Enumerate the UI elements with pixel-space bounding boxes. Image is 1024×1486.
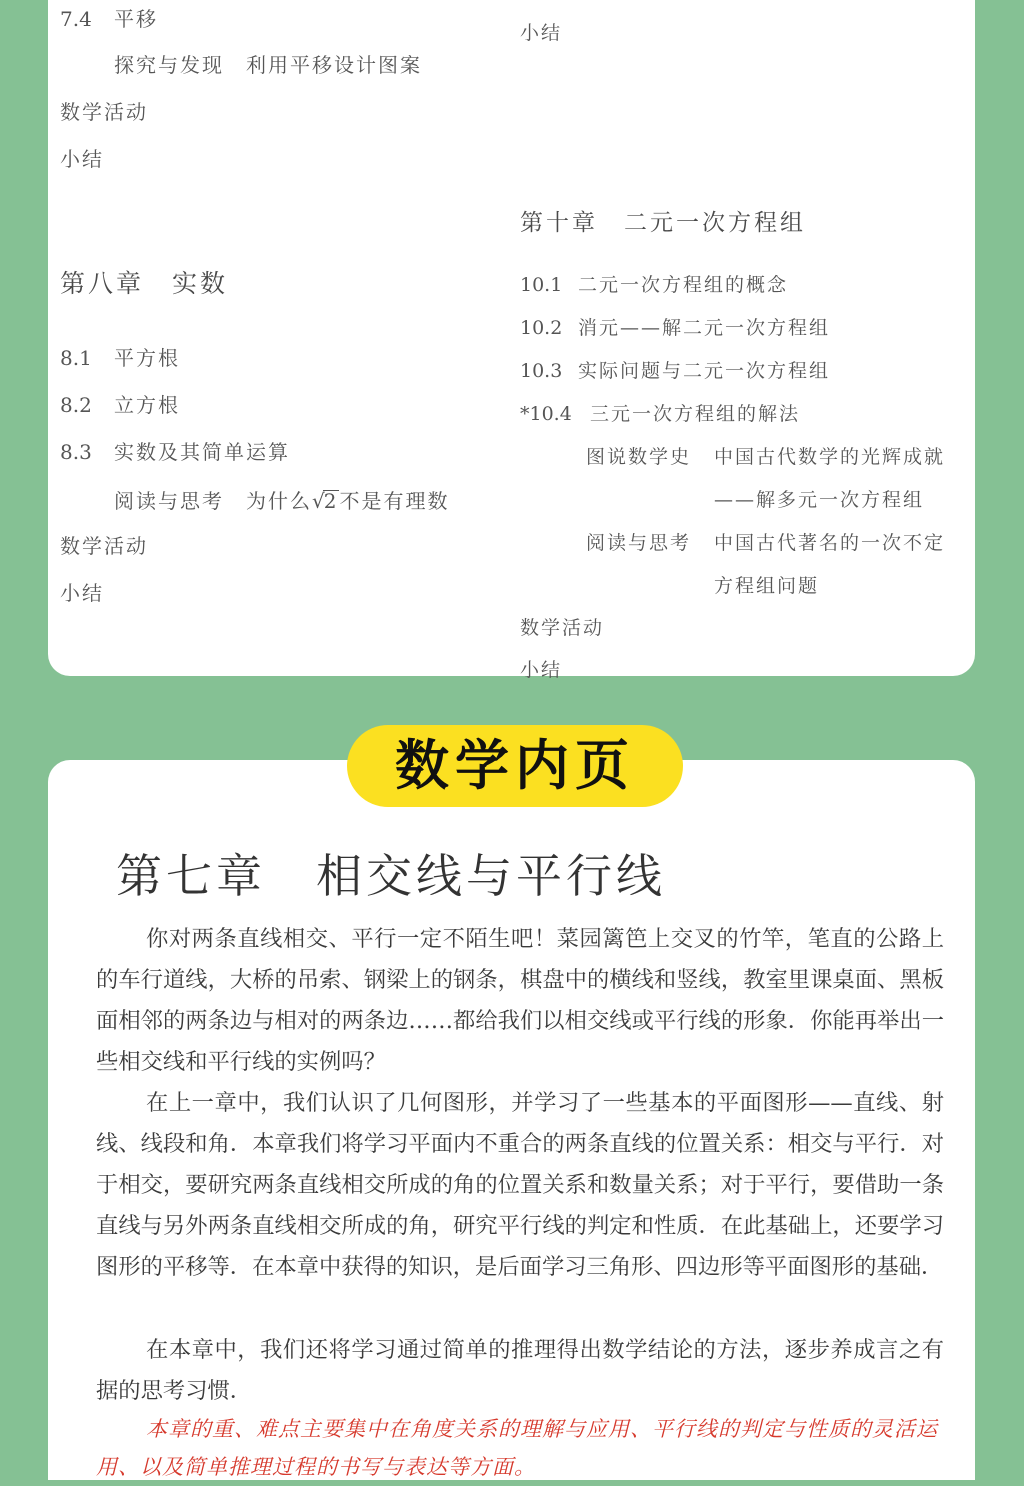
toc-item-8-1 [60,342,180,371]
toc-chapter-8-title: 第八章 实数 [60,269,229,298]
toc-history-label: 图说数学史 [586,446,692,468]
toc-history-line2: ——解多元一次方程组 [714,489,925,511]
toc-item-10-1 [520,270,788,297]
toc-subitem-sqrt2 [114,485,449,514]
toc-item-10-4 [520,399,800,426]
intro-paragraph-2: 在上一章中，我们认识了几何图形，并学习了一些基本的平面图形——直线、射线、线段和角．本章我们将学习平面内不重合的两条直线的位置关系：相交与平行．对于相交，要研究两条直线相交所成的角的位置关系和数量关系；对于平行，要借助一条直线与另外两条直线相交所成的角，研究平行线的判定和性质．在此基础上，还要学习图形的平移等．在本章中获得的知识，是后面学习三角形、四边形等平面图形的基础． [96,1090,944,1280]
toc-activity-8: 数学活动 [60,534,148,558]
section-number: 8.3 [60,440,92,464]
toc-item-10-2 [520,313,830,340]
toc-activity-7: 数学活动 [60,100,148,124]
section-number: 10.1 [520,274,563,296]
section-number: 8.2 [60,393,92,417]
sqrt-icon: √ [312,489,325,513]
section-title: 实数及其简单运算 [114,440,290,464]
section-banner: 数学内页 [347,725,683,807]
section-title: 立方根 [114,393,180,417]
section-title: 平移 [114,7,158,31]
section-title: 实际问题与二元一次方程组 [578,360,831,382]
toc-item-8-3 [60,436,290,465]
toc-summary-10: 小结 [520,659,563,681]
toc-reading-line2: 方程组问题 [714,575,820,597]
toc-item-8-2 [60,389,180,418]
toc-summary-8: 小结 [60,581,104,605]
toc-summary-9: 小结 [520,22,563,44]
toc-activity-10: 数学活动 [520,617,605,639]
toc-card [48,0,975,676]
toc-history-line1: 中国古代数学的光辉成就 [714,446,946,468]
section-number: 10.3 [520,360,563,382]
section-title: 消元——解二元一次方程组 [578,317,831,339]
section-number: 7.4 [60,7,92,31]
section-title: 三元一次方程组的解法 [590,403,801,425]
intro-paragraph-3: 在本章中，我们还将学习通过简单的推理得出数学结论的方法，逐步养成言之有据的思考习惯． [96,1337,944,1404]
intro-paragraph-1: 你对两条直线相交、平行一定不陌生吧！菜园篱笆上交叉的竹竿，笔直的公路上的车行道线，大桥的吊索、钢梁上的钢条，棋盘中的横线和竖线，教室里课桌面、黑板面相邻的两条边与相对的两条边……都给我们以相交线或平行线的形象．你能再举出一些相交线和平行线的实例吗？ [96,926,944,1075]
toc-chapter-10-title: 第十章 二元一次方程组 [520,210,806,236]
toc-reading-label: 阅读与思考 [586,532,692,554]
toc-summary-7: 小结 [60,147,104,171]
radicand: 2 [323,489,339,513]
section-number: 10.2 [520,317,563,339]
reading-label: 阅读与思考 为什么 [114,489,312,513]
section-title: 平方根 [114,346,180,370]
red-annotation-note: 本章的重、难点主要集中在角度关系的理解与应用、平行线的判定与性质的灵活运用、以及简单推理过程的书写与表达等方面。 [96,1417,938,1479]
toc-item-10-3 [520,356,830,383]
toc-item-7-4 [60,3,158,32]
toc-reading-line1: 中国古代著名的一次不定 [714,532,946,554]
section-title: 二元一次方程组的概念 [578,274,789,296]
chapter-title: 第七章 相交线与平行线 [116,849,666,903]
reading-title-end: 不是有理数 [339,489,450,513]
section-number: *10.4 [520,403,572,425]
toc-subitem-pattern: 探究与发现 利用平移设计图案 [114,53,422,77]
section-number: 8.1 [60,346,92,370]
